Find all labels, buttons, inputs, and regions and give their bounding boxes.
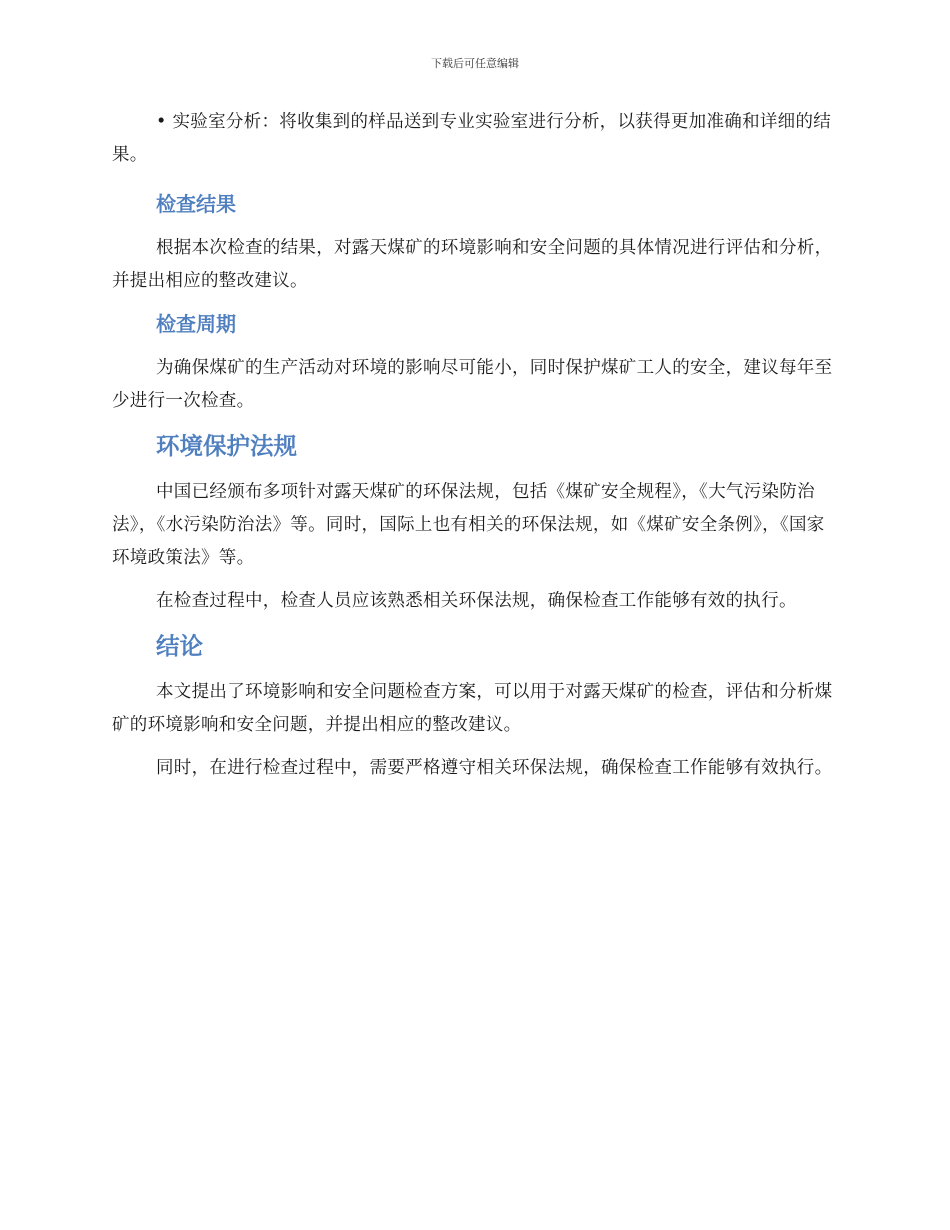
period-heading: 检查周期 <box>156 312 236 336</box>
regulations-paragraph-1: 中国已经颁布多项针对露天煤矿的环保法规，包括《煤矿安全规程》，《大气污染防治法》，《水污染防治法》等。同时，国际上也有相关的环保法规，如《煤矿安全条例》，《国家环境政策法》等。 <box>112 482 825 568</box>
results-paragraph: 根据本次检查的结果，对露天煤矿的环境影响和安全问题的具体情况进行评估和分析，并提出相应的整改建议。 <box>112 238 833 291</box>
document-body <box>112 106 840 795</box>
regulations-paragraph-2: 在检查过程中，检查人员应该熟悉相关环保法规，确保检查工作能够有效的执行。 <box>156 591 797 611</box>
regulations-heading: 环境保护法规 <box>156 432 297 460</box>
page-header: 下载后可任意编辑 <box>431 57 519 70</box>
conclusion-heading: 结论 <box>156 632 203 660</box>
conclusion-paragraph-2: 同时，在进行检查过程中，需要严格遵守相关环保法规，确保检查工作能够有效执行。 <box>156 758 833 778</box>
results-heading: 检查结果 <box>156 192 236 216</box>
lab-analysis-bullet: • 实验室分析：将收集到的样品送到专业实验室进行分析，以获得更加准确和详细的结果。 <box>112 112 832 165</box>
period-paragraph: 为确保煤矿的生产活动对环境的影响尽可能小，同时保护煤矿工人的安全，建议每年至少进行一次检查。 <box>112 358 833 411</box>
conclusion-paragraph-1: 本文提出了环境影响和安全问题检查方案，可以用于对露天煤矿的检查，评估和分析煤矿的环境影响和安全问题，并提出相应的整改建议。 <box>112 682 833 735</box>
